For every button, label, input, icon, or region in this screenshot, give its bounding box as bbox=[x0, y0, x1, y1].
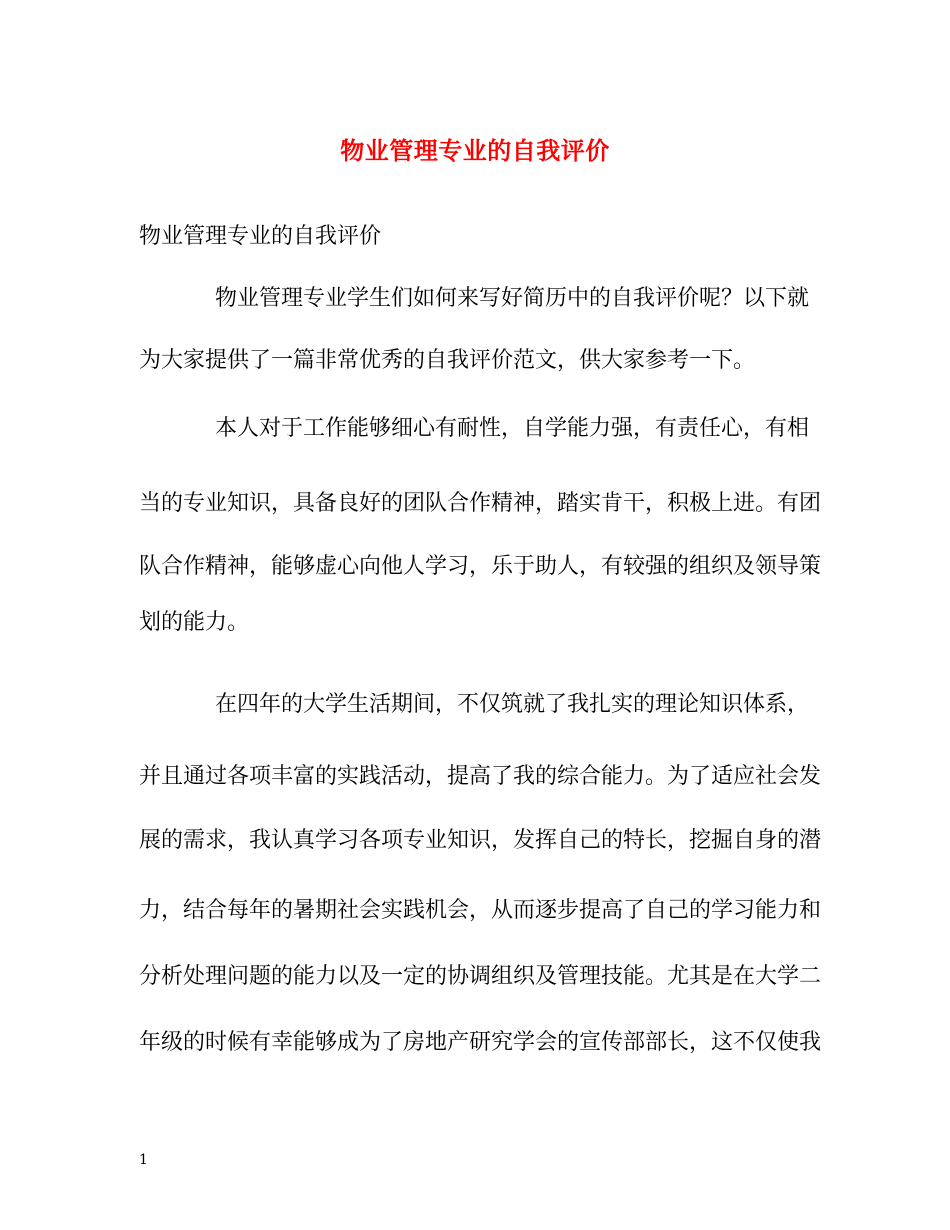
paragraph-line: 本人对于工作能够细心有耐性，自学能力强，有责任心，有相 bbox=[215, 416, 810, 441]
paragraph-line: 队合作精神，能够虚心向他人学习，乐于助人，有较强的组织及领导策 bbox=[139, 554, 822, 579]
paragraph-line: 物业管理专业学生们如何来写好简历中的自我评价呢？以下就 bbox=[215, 286, 810, 311]
paragraph-line: 在四年的大学生活期间，不仅筑就了我扎实的理论知识体系， bbox=[215, 692, 810, 717]
paragraph-line: 当的专业知识，具备良好的团队合作精神，踏实肯干，积极上进。有团 bbox=[139, 491, 822, 516]
paragraph-line: 展的需求，我认真学习各项专业知识，发挥自己的特长，挖掘自身的潜 bbox=[139, 828, 822, 853]
page-number: 1 bbox=[139, 1152, 148, 1168]
document-title: 物业管理专业的自我评价 bbox=[340, 136, 610, 165]
paragraph-line: 年级的时候有幸能够成为了房地产研究学会的宣传部部长，这不仅使我 bbox=[139, 1030, 822, 1055]
document-subtitle: 物业管理专业的自我评价 bbox=[139, 224, 382, 249]
paragraph-line: 力，结合每年的暑期社会实践机会，从而逐步提高了自己的学习能力和 bbox=[139, 898, 822, 923]
paragraph-line: 为大家提供了一篇非常优秀的自我评价范文，供大家参考一下。 bbox=[139, 348, 756, 373]
paragraph-line: 并且通过各项丰富的实践活动，提高了我的综合能力。为了适应社会发 bbox=[139, 764, 822, 789]
paragraph-line: 分析处理问题的能力以及一定的协调组织及管理技能。尤其是在大学二 bbox=[139, 964, 822, 989]
paragraph-line: 划的能力。 bbox=[139, 610, 250, 635]
